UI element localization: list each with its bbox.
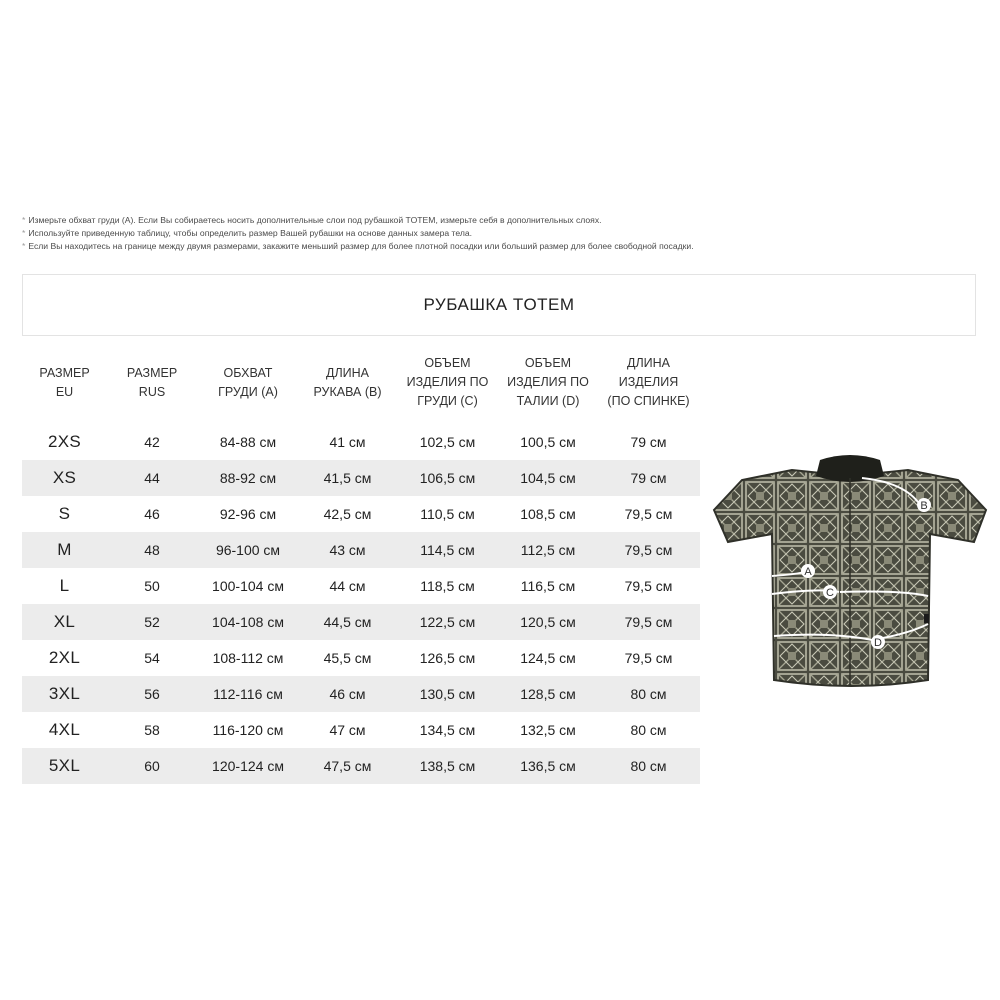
cell-back-length: 80 см <box>597 748 700 784</box>
header-size-eu: РАЗМЕР EU <box>39 366 90 399</box>
cell-size-eu: 2XL <box>48 648 81 667</box>
note-chest: * Измерьте обхват груди (А). Если Вы собираетесь носить дополнительные слои под рубашкой TOTEM, измерьте себя в дополнительных слоях. <box>22 215 602 225</box>
cell-size-eu: XL <box>22 604 107 640</box>
shirt-collar <box>816 455 884 482</box>
label-a: A <box>804 566 812 578</box>
table-row <box>22 424 700 460</box>
cell-size-rus: 56 <box>107 676 197 712</box>
cell-back-length: 79,5 см <box>597 604 700 640</box>
cell-size-rus: 52 <box>107 604 197 640</box>
cell-garment-waist: 116,5 см <box>520 578 576 594</box>
label-c: C <box>826 587 834 599</box>
cell-garment-chest: 126,5 см <box>419 650 476 666</box>
cell-garment-chest: 134,5 см <box>419 722 476 738</box>
cell-size-eu: S <box>58 504 71 523</box>
cell-back-length: 79,5 см <box>597 532 700 568</box>
label-c-marker <box>823 585 837 599</box>
cell-back-length: 79,5 см <box>624 578 673 594</box>
cell-size-eu: 4XL <box>48 720 81 739</box>
cell-size-eu: L <box>59 576 70 595</box>
header-sleeve-length: ДЛИНА РУКАВА (В) <box>313 366 382 399</box>
cell-size-rus: 44 <box>107 460 197 496</box>
shirt-measurement-illustration <box>712 448 988 696</box>
label-d: D <box>874 637 882 649</box>
cell-size-rus: 60 <box>107 748 197 784</box>
cell-size-rus: 42 <box>144 434 160 450</box>
cell-garment-chest: 130,5 см <box>396 676 499 712</box>
cell-garment-waist: 132,5 см <box>520 722 576 738</box>
label-d-marker <box>871 635 885 649</box>
cell-sleeve-length: 47 см <box>329 722 366 738</box>
header-back-length: ДЛИНА ИЗДЕЛИЯ (ПО СПИНКЕ) <box>607 356 690 408</box>
cell-size-eu: XS <box>22 460 107 496</box>
cell-sleeve-length: 46 см <box>299 676 396 712</box>
cell-chest-girth: 100-104 см <box>212 578 284 594</box>
cell-garment-waist: 128,5 см <box>499 676 597 712</box>
table-row <box>22 496 700 532</box>
cell-back-length: 79,5 см <box>624 506 673 522</box>
cell-size-eu: 3XL <box>22 676 107 712</box>
header-size-rus: РАЗМЕР RUS <box>126 366 178 399</box>
cell-chest-girth: 104-108 см <box>197 604 299 640</box>
cell-chest-girth: 112-116 см <box>197 676 299 712</box>
cell-size-rus: 46 <box>144 506 160 522</box>
cell-garment-waist: 112,5 см <box>499 532 597 568</box>
cell-garment-chest: 122,5 см <box>396 604 499 640</box>
cell-sleeve-length: 47,5 см <box>299 748 396 784</box>
cell-sleeve-length: 43 см <box>299 532 396 568</box>
table-row <box>22 460 700 496</box>
cell-size-eu: M <box>22 532 107 568</box>
note-between-sizes: * Если Вы находитесь на границе между двумя размерами, закажите меньший размер для более плотной посадки или больший размер для более свободной посадки. <box>22 241 694 251</box>
table-header-row <box>22 352 700 424</box>
table-title-box <box>22 274 976 336</box>
cell-sleeve-length: 44,5 см <box>299 604 396 640</box>
table-row <box>22 604 700 640</box>
cell-size-rus: 54 <box>144 650 160 666</box>
label-a-marker <box>801 564 815 578</box>
cell-size-rus: 50 <box>144 578 160 594</box>
cell-garment-chest: 110,5 см <box>420 506 475 522</box>
table-row <box>22 676 700 712</box>
measurement-notes <box>22 214 982 253</box>
label-b: B <box>920 500 928 512</box>
cell-chest-girth: 120-124 см <box>197 748 299 784</box>
cell-back-length: 80 см <box>630 722 667 738</box>
cell-back-length: 79,5 см <box>624 650 673 666</box>
shirt-tag <box>924 614 929 623</box>
cell-back-length: 79 см <box>597 460 700 496</box>
cell-size-rus: 48 <box>107 532 197 568</box>
cell-size-eu: 2XS <box>47 432 82 451</box>
table-row <box>22 748 700 784</box>
cell-back-length: 80 см <box>597 676 700 712</box>
header-chest-girth: ОБХВАТ ГРУДИ (А) <box>218 366 278 399</box>
header-garment-waist: ОБЪЕМ ИЗДЕЛИЯ ПО ТАЛИИ (D) <box>507 356 589 408</box>
cell-sleeve-length: 45,5 см <box>323 650 372 666</box>
table-row <box>22 640 700 676</box>
cell-sleeve-length: 42,5 см <box>323 506 372 522</box>
cell-garment-chest: 106,5 см <box>396 460 499 496</box>
table-row <box>22 532 700 568</box>
cell-sleeve-length: 41 см <box>329 434 366 450</box>
cell-garment-chest: 102,5 см <box>419 434 476 450</box>
size-table <box>22 352 700 784</box>
cell-garment-chest: 114,5 см <box>396 532 499 568</box>
cell-garment-waist: 136,5 см <box>499 748 597 784</box>
cell-chest-girth: 88-92 см <box>197 460 299 496</box>
note-table-usage: * Используйте приведенную таблицу, чтобы определить размер Вашей рубашки на основе данных замера тела. <box>22 228 473 238</box>
cell-garment-chest: 138,5 см <box>396 748 499 784</box>
cell-garment-waist: 104,5 см <box>499 460 597 496</box>
cell-back-length: 79 см <box>630 434 667 450</box>
cell-sleeve-length: 44 см <box>329 578 366 594</box>
header-garment-chest: ОБЪЕМ ИЗДЕЛИЯ ПО ГРУДИ (С) <box>406 356 489 408</box>
cell-size-rus: 58 <box>144 722 160 738</box>
table-row <box>22 568 700 604</box>
cell-garment-chest: 118,5 см <box>420 578 475 594</box>
cell-chest-girth: 84-88 см <box>219 434 277 450</box>
cell-chest-girth: 108-112 см <box>212 650 284 666</box>
cell-garment-waist: 108,5 см <box>520 506 576 522</box>
cell-garment-waist: 124,5 см <box>520 650 576 666</box>
cell-chest-girth: 92-96 см <box>219 506 277 522</box>
label-b-marker <box>917 498 931 512</box>
cell-chest-girth: 116-120 см <box>212 722 284 738</box>
cell-garment-waist: 120,5 см <box>499 604 597 640</box>
cell-garment-waist: 100,5 см <box>520 434 576 450</box>
cell-sleeve-length: 41,5 см <box>299 460 396 496</box>
cell-size-eu: 5XL <box>22 748 107 784</box>
cell-chest-girth: 96-100 см <box>197 532 299 568</box>
table-row <box>22 712 700 748</box>
page-title: РУБАШКА TOTEM <box>423 295 575 314</box>
